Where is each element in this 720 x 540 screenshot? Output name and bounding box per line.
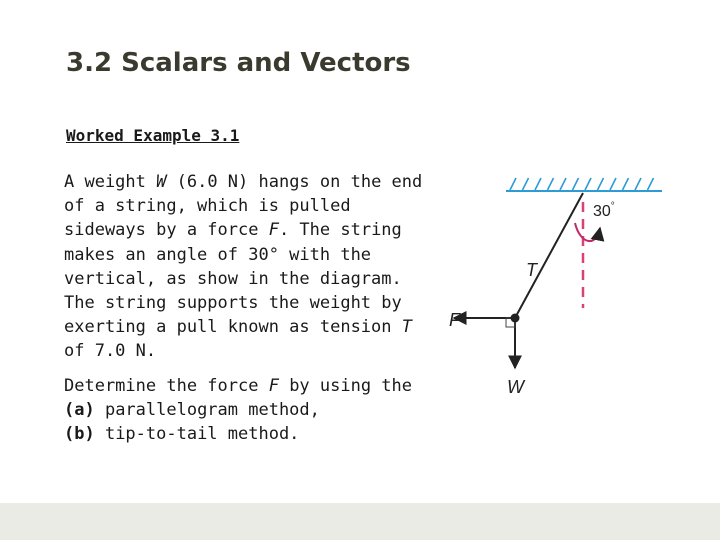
hatch-mark (535, 178, 541, 190)
force-symbol: F (268, 220, 279, 241)
problem-statement (64, 170, 424, 446)
hatch-mark (648, 178, 654, 190)
part-a-text: parallelogram method, (94, 399, 320, 420)
problem-paragraph-task: Determine the force F by using the (a) parallelogram method, (b) tip-to-tail method. (64, 375, 413, 445)
ceiling (506, 178, 662, 191)
tension-symbol: T (401, 317, 413, 338)
hatch-mark (560, 178, 566, 190)
hatch-mark (623, 178, 629, 190)
tension-label: T (526, 260, 537, 280)
weight-label: W (507, 377, 524, 397)
hatch-mark (598, 178, 604, 190)
ceiling-hatching (510, 178, 654, 190)
hatch-mark (610, 178, 616, 190)
problem-paragraph-given: A weight W (6.0 N) hangs on the end of a string, which is pulled sideways by a force F. The string makes an angle of 30° with the vertical, as show in the diagram. The string supports the weight by exerting a pull known as tension T of 7.0 N. (64, 172, 423, 362)
angle-label: 30° (593, 201, 615, 220)
hatch-mark (635, 178, 641, 190)
part-b-label: (b) (64, 424, 95, 445)
worked-example-heading: Worked Example 3.1 (66, 126, 240, 145)
hatch-mark (585, 178, 591, 190)
weight-symbol: W (156, 172, 167, 192)
part-a-label: (a) (64, 399, 95, 420)
hatch-mark (548, 178, 554, 190)
angle-arc (575, 223, 600, 241)
slide-title: 3.2 Scalars and Vectors (66, 48, 411, 78)
force-diagram (440, 168, 680, 408)
hatch-mark (523, 178, 529, 190)
force-label: F (449, 310, 460, 330)
string-line (515, 193, 583, 318)
hatch-mark (510, 178, 516, 190)
hatch-mark (573, 178, 579, 190)
part-b-text: tip-to-tail method. (94, 424, 300, 445)
force-symbol: F (268, 375, 279, 396)
footer-bar (0, 503, 720, 540)
knot-point (511, 314, 520, 323)
